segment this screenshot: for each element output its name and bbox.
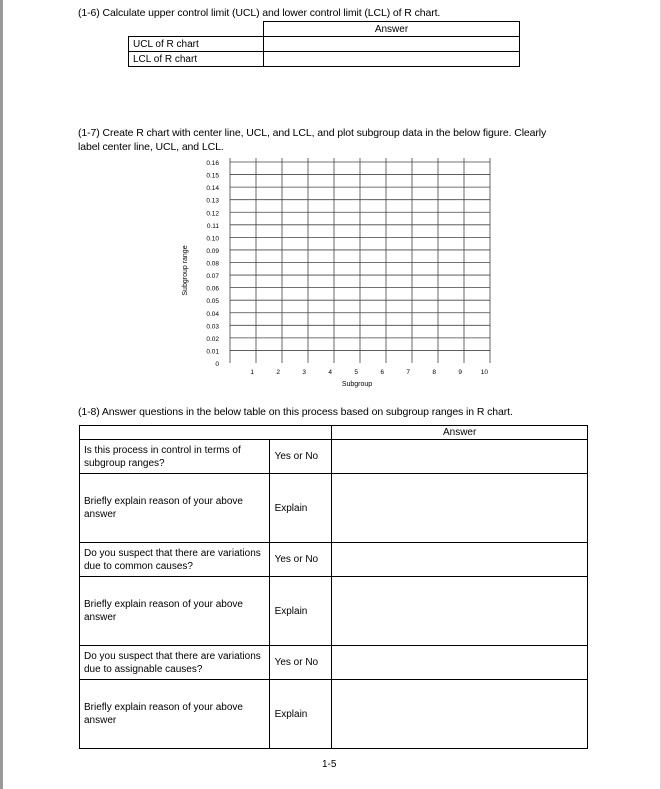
y-tick-label: 0.04 [206,310,219,318]
x-tick-label: 4 [328,369,332,376]
y-tick-label: 0.07 [206,273,219,281]
q18-answer-cell[interactable] [332,646,588,680]
q18-question: Briefly explain reason of your above answer [80,474,270,543]
q18-question: Briefly explain reason of your above answer [80,577,270,646]
q18-type: Explain [269,680,332,749]
y-tick-label: 0.10 [206,235,219,243]
table-row [80,680,588,749]
y-axis-title: Subgroup range [182,245,189,296]
y-tick-label: 0.15 [206,172,219,180]
table-row [80,577,588,646]
y-tick-label: 0.05 [206,298,219,306]
x-tick-label: 3 [302,369,306,376]
table-row [80,474,588,543]
q18-answer-cell[interactable] [332,474,588,543]
y-tick-label: 0.16 [206,160,219,167]
x-axis-title: Subgroup [341,381,373,388]
y-tick-label: 0.09 [206,247,219,255]
y-tick-label: 0.08 [206,260,219,268]
q16-table-corner [129,22,264,37]
table-row [80,543,588,577]
q16-row-label: LCL of R chart [129,52,264,67]
page-left-border [0,0,3,789]
x-tick-label: 9 [458,369,462,376]
r-chart-svg[interactable] [170,152,500,394]
y-tick-label: 0.11 [206,222,219,230]
y-tick-label: 0.12 [206,210,219,218]
x-tick-label: 10 [480,369,488,376]
q18-type: Yes or No [269,543,332,577]
y-tick-label: 0.13 [206,197,219,205]
q18-table [79,425,588,749]
page-number: 1-5 [322,759,337,770]
q18-type: Yes or No [269,646,332,680]
q16-row-label: UCL of R chart [129,37,264,52]
q18-answer-header: Answer [332,426,588,440]
x-tick-label: 8 [432,369,436,376]
q18-question: Briefly explain reason of your above answer [80,680,270,749]
y-tick-label: 0.14 [206,185,219,193]
y-tick-label: 0.03 [206,323,219,331]
q17-title-line1: (1-7) Create R chart with center line, UCL, and LCL, and plot subgroup data in the below figure. Clearly [78,127,547,139]
q18-answer-cell[interactable] [332,680,588,749]
y-tick-label: 0.06 [206,285,219,293]
table-row [80,440,588,474]
x-tick-label: 5 [354,369,358,376]
q18-answer-cell[interactable] [332,577,588,646]
x-tick-label: 7 [406,369,410,376]
table-row [80,646,588,680]
x-tick-label: 1 [250,369,254,376]
q18-answer-cell[interactable] [332,543,588,577]
q16-answer-cell[interactable] [264,52,520,67]
q18-type: Yes or No [269,440,332,474]
r-chart [170,152,500,394]
y-tick-label: 0.01 [206,348,219,356]
q18-question: Do you suspect that there are variations due to common causes? [80,543,270,577]
q16-title: (1-6) Calculate upper control limit (UCL) and lower control limit (LCL) of R chart. [78,7,441,19]
table-row [129,52,520,67]
q18-question: Do you suspect that there are variations due to assignable causes? [80,646,270,680]
q18-answer-cell[interactable] [332,440,588,474]
y-tick-label: 0.02 [206,335,219,343]
q18-type: Explain [269,474,332,543]
x-tick-label: 6 [380,369,384,376]
q16-answer-cell[interactable] [264,37,520,52]
q18-question: Is this process in control in terms of subgroup ranges? [80,440,270,474]
q18-table-corner [80,426,332,440]
table-row [129,37,520,52]
x-tick-label: 2 [276,369,280,376]
q16-table [128,21,520,67]
q18-type: Explain [269,577,332,646]
q17-title-line2: label center line, UCL, and LCL. [78,141,224,153]
q16-answer-header: Answer [264,22,520,37]
y-tick-label: 0 [215,361,219,368]
q18-title: (1-8) Answer questions in the below table on this process based on subgroup ranges in R chart. [78,406,513,418]
